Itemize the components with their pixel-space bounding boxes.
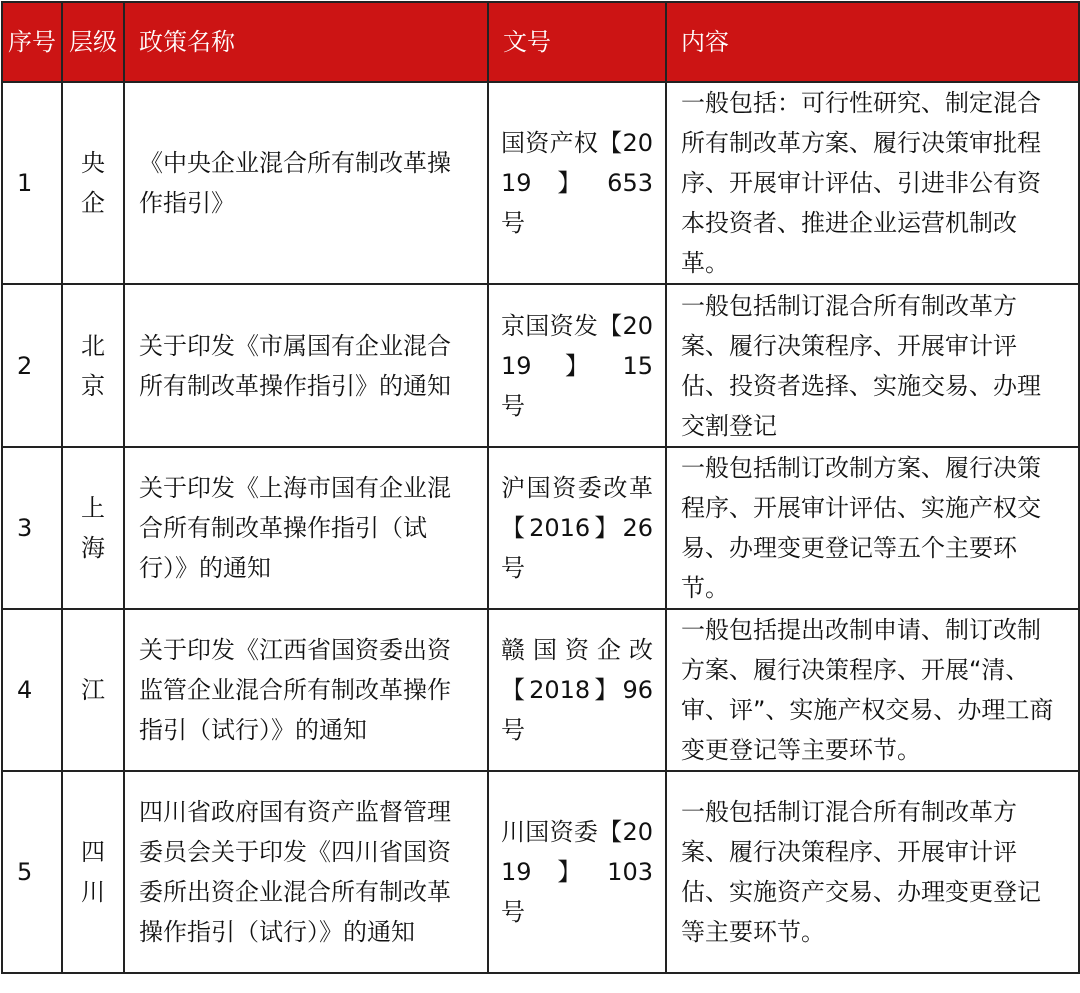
row-content: 一般包括制订混合所有制改革方案、履行决策程序、开展审计评估、投资者选择、实施交易、办理交割登记 xyxy=(666,284,1079,447)
row-content: 一般包括制订混合所有制改革方案、履行决策程序、开展审计评估、实施资产交易、办理变更登记等主要环节。 xyxy=(666,771,1079,973)
table-header-row xyxy=(2,2,1079,82)
doc-number-main: 赣国资企改【2018】96 xyxy=(501,636,653,704)
row-content: 一般包括提出改制申请、制订改制方案、履行决策程序、开展“清、审、评”、实施产权交易、办理工商变更登记等主要环节。 xyxy=(666,609,1079,771)
header-policy-name: 政策名称 xyxy=(124,2,488,82)
header-seq: 序号 xyxy=(2,2,62,82)
doc-number-main: 国资产权【2019】653 xyxy=(501,129,653,197)
table-row xyxy=(2,82,1079,284)
doc-number-main: 京国资发【2019】15 xyxy=(501,311,653,380)
row-seq: 5 xyxy=(2,771,62,973)
row-doc-number xyxy=(488,771,666,973)
doc-number-main: 川国资委【2019】103 xyxy=(501,818,653,886)
row-policy-name: 四川省政府国有资产监督管理委员会关于印发《四川省国资委所出资企业混合所有制改革操作指引（试行）》的通知 xyxy=(124,771,488,973)
table-row xyxy=(2,609,1079,771)
table-row xyxy=(2,771,1079,973)
row-level: 央企 xyxy=(62,82,124,284)
doc-number-tail: 号 xyxy=(501,391,525,420)
row-policy-name: 关于印发《市属国有企业混合所有制改革操作指引》的通知 xyxy=(124,284,488,447)
row-doc-number xyxy=(488,609,666,771)
row-seq: 1 xyxy=(2,82,62,284)
row-seq: 3 xyxy=(2,447,62,609)
header-level: 层级 xyxy=(62,2,124,82)
row-level: 江 xyxy=(62,609,124,771)
row-level: 北京 xyxy=(62,284,124,447)
header-content: 内容 xyxy=(666,2,1079,82)
row-policy-name: 关于印发《上海市国有企业混合所有制改革操作指引（试行）》的通知 xyxy=(124,447,488,609)
row-content: 一般包括：可行性研究、制定混合所有制改革方案、履行决策审批程序、开展审计评估、引进非公有资本投资者、推进企业运营机制改革。 xyxy=(666,82,1079,284)
row-content: 一般包括制订改制方案、履行决策程序、开展审计评估、实施产权交易、办理变更登记等五个主要环节。 xyxy=(666,447,1079,609)
row-doc-number xyxy=(488,284,666,447)
doc-number-tail: 号 xyxy=(501,716,525,744)
row-policy-name: 关于印发《江西省国资委出资监管企业混合所有制改革操作指引（试行）》的通知 xyxy=(124,609,488,771)
row-doc-number xyxy=(488,82,666,284)
policy-table xyxy=(1,1,1080,974)
row-doc-number xyxy=(488,447,666,609)
row-policy-name: 《中央企业混合所有制改革操作指引》 xyxy=(124,82,488,284)
row-seq: 4 xyxy=(2,609,62,771)
row-level: 四川 xyxy=(62,771,124,973)
row-level: 上海 xyxy=(62,447,124,609)
doc-number-tail: 号 xyxy=(501,898,525,926)
doc-number-main: 沪国资委改革【2016】26 xyxy=(501,474,653,542)
row-seq: 2 xyxy=(2,284,62,447)
doc-number-tail: 号 xyxy=(501,209,525,237)
table-row xyxy=(2,447,1079,609)
table-row xyxy=(2,284,1079,447)
header-doc-number: 文号 xyxy=(488,2,666,82)
doc-number-tail: 号 xyxy=(501,554,525,582)
